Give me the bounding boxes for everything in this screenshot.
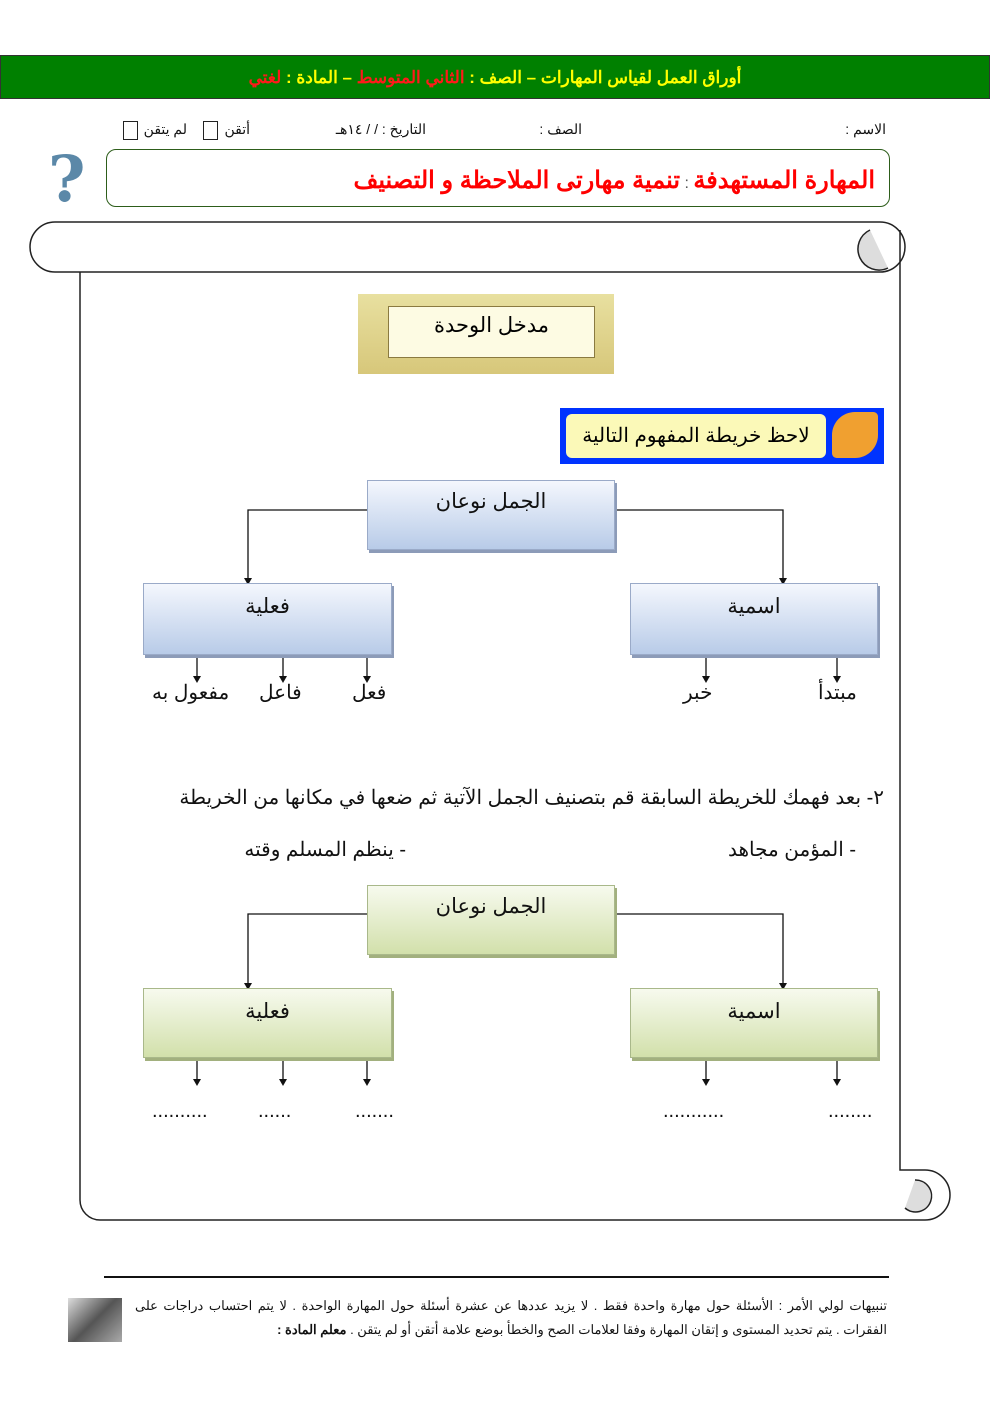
map1-nominal-box: اسمية — [630, 583, 878, 655]
date-field-label: التاريخ : / / ١٤هـ — [335, 121, 426, 137]
footer-text: تنبيهات لولي الأمر : الأسئلة حول مهارة واحدة فقط . لا يزيد عددها عن عشرة أسئلة حول المهارة الواحدة . لا يتم احتساب دراجات على الفقرات . يتم تحديد المستوى و إتقان المهارة وفقا لعلامات الصح والخطأ بوضع علامة أتقن أو لم يتقن . — [135, 1298, 887, 1337]
observe-banner — [560, 408, 884, 464]
map1-item-khabar: خبر — [683, 682, 713, 704]
not-mastered-label: لم يتقن — [143, 121, 187, 138]
sentence-1: - المؤمن مجاهد — [727, 839, 856, 861]
footer-notes — [135, 1294, 887, 1342]
unit-intro-banner — [358, 294, 614, 374]
name-field-label: الاسم : — [845, 121, 886, 137]
header-grade: الثاني المتوسط — [356, 68, 465, 87]
footer-image-icon — [68, 1298, 122, 1342]
unit-intro-label: مدخل الوحدة — [388, 306, 595, 358]
question-mark-icon: ? — [48, 142, 86, 217]
map1-item-object: مفعول به — [152, 682, 230, 704]
map1-root-box: الجمل نوعان — [367, 480, 615, 550]
map2-blank[interactable]: .......... — [152, 1100, 208, 1122]
header-subject: لغتي — [248, 68, 282, 87]
map2-blank[interactable]: ....... — [355, 1100, 394, 1122]
header-title: أوراق العمل لقياس المهارات – الصف : — [464, 68, 742, 87]
map1-item-mubtada: مبتدأ — [818, 682, 857, 704]
quill-icon — [832, 412, 878, 458]
footer-divider — [104, 1276, 889, 1278]
map2-verbal-box: فعلية — [143, 988, 392, 1058]
map2-blank[interactable]: ...... — [258, 1100, 292, 1122]
map1-item-verb: فعل — [352, 682, 387, 704]
map2-blank[interactable]: ........ — [828, 1100, 873, 1122]
map2-blank[interactable]: ........... — [663, 1100, 725, 1122]
question-2-text: ٢- بعد فهمك للخريطة السابقة قم بتصنيف الجمل الآتية ثم ضعها في مكانها من الخريطة — [179, 787, 884, 809]
map1-verbal-box: فعلية — [143, 583, 392, 655]
map2-root-box: الجمل نوعان — [367, 885, 615, 955]
skill-label: المهارة المستهدفة — [693, 167, 875, 194]
observe-label: لاحظ خريطة المفهوم التالية — [566, 414, 826, 458]
teacher-label: معلم المادة : — [277, 1322, 347, 1337]
mastered-label: أتقن — [224, 121, 250, 138]
skill-value: تنمية مهارتى الملاحظة و التصنيف — [353, 167, 681, 194]
map1-item-subject: فاعل — [259, 682, 302, 704]
sentence-2: - ينظم المسلم وقته — [244, 839, 406, 861]
skill-separator: : — [680, 175, 694, 192]
class-field-label: الصف : — [539, 121, 582, 137]
map2-nominal-box: اسمية — [630, 988, 878, 1058]
header-subject-label: – المادة : — [281, 68, 357, 87]
